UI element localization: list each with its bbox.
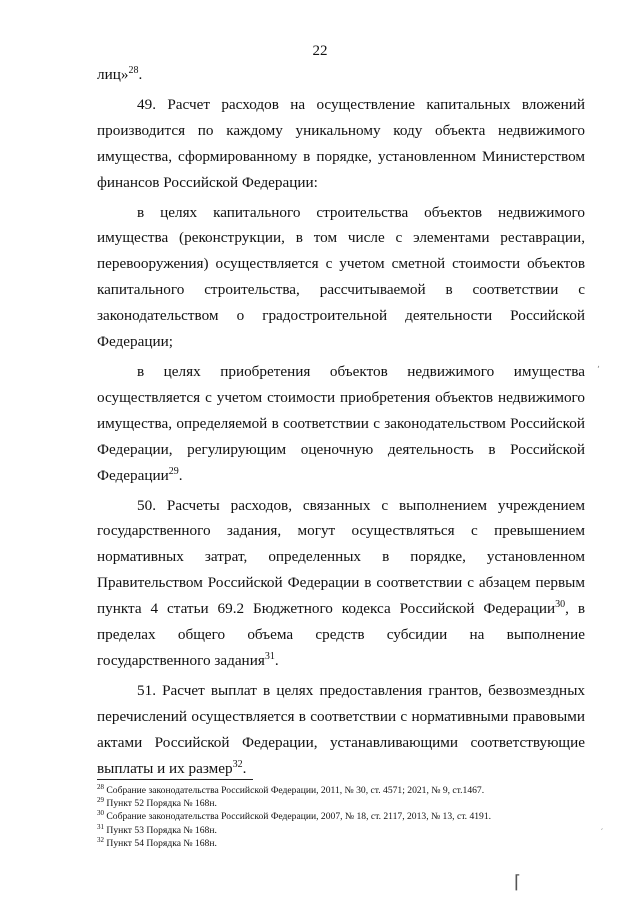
- footnote-number: 30: [97, 809, 104, 818]
- paragraph-text: 50. Расчеты расходов, связанных с выполнением учреждением государственного задания, могут осуществляться с превышением нормативных затрат, определенных в порядке, установленном Правительством Российской Федерации в соответствии с абзацем первым пункта 4 статьи 69.2 Бюджетного кодекса Российской Федерации: [97, 496, 585, 618]
- paragraph-51: [97, 678, 585, 782]
- paragraph-tail: .: [242, 759, 247, 777]
- footnote-ref: 31: [264, 650, 275, 662]
- page-number: 22: [312, 43, 328, 59]
- footnote-text: Пункт 52 Порядка № 168н.: [106, 798, 217, 810]
- footnote-item: [97, 837, 587, 850]
- footnote-item: [97, 810, 587, 823]
- footnote-text: Пункт 53 Порядка № 168н.: [106, 824, 217, 836]
- paragraph-text: в целях приобретения объектов недвижимого имущества осуществляется с учетом стоимости приобретения объектов недвижимого имущества, определяемой в соответствии с законодательством Российской Федерации, регулирующим оценочную деятельность в Российской Федерации: [97, 362, 585, 484]
- footnote-number: 28: [97, 782, 104, 791]
- footnote-text: Собрание законодательства Российской Федерации, 2007, № 18, ст. 2117, 2013, № 13, ст. 4191.: [106, 811, 492, 823]
- document-body: [97, 62, 585, 781]
- scan-mark-icon: ‚: [597, 360, 600, 370]
- scan-mark-icon: ′: [601, 828, 604, 838]
- paragraph-text: 51. Расчет выплат в целях предоставления грантов, безвозмездных перечислений осуществляется в соответствии с нормативными правовыми актами Российской Федерации, устанавливающими соответствующие выплаты и их размер: [97, 681, 585, 777]
- paragraph-text: в целях капитального строительства объектов недвижимого имущества (реконструкции, в том числе с элементами реставрации, перевооружения) осуществляется с учетом сметной стоимости объектов капитального строительства, рассчитываемой в соответствии с законодательством о градостроительной деятельности Российской Федерации;: [97, 203, 585, 351]
- footnote-ref: 30: [555, 599, 566, 611]
- paragraph-text: лиц»: [97, 66, 129, 83]
- footnote-text: Собрание законодательства Российской Федерации, 2011, № 30, ст. 4571; 2021, № 9, ст.1467.: [106, 785, 485, 796]
- footnote-number: 32: [97, 835, 104, 844]
- footnote-item: [97, 797, 587, 810]
- paragraph-tail: , в пределах общего объема средств субсидии на выполнение государственного задания: [97, 600, 585, 669]
- footnote-number: 31: [97, 822, 104, 831]
- footnote-text: Пункт 54 Порядка № 168н.: [106, 837, 217, 849]
- paragraph-text: 49. Расчет расходов на осуществление капитальных вложений производится по каждому уникальному коду объекта недвижимого имущества, сформированному в порядке, установленном Министерством финансов Российской Федерации:: [97, 95, 585, 191]
- paragraph-continuation: [97, 62, 585, 88]
- paragraph-tail: .: [274, 651, 279, 669]
- paragraph-49: [97, 92, 585, 196]
- paragraph-tail: .: [178, 466, 183, 484]
- paragraph-construction: [97, 200, 585, 355]
- footnotes: [97, 784, 587, 850]
- footnote-number: 29: [97, 796, 104, 805]
- footnote-item: [97, 824, 587, 837]
- footnote-separator: [97, 779, 253, 780]
- footnote-ref: 32: [232, 758, 243, 770]
- scan-mark-icon: ⌈: [514, 872, 522, 893]
- footnote-ref: 29: [168, 465, 179, 477]
- paragraph-tail: .: [138, 66, 143, 83]
- paragraph-50: [97, 493, 585, 674]
- footnote-ref: 28: [128, 64, 139, 76]
- paragraph-acquisition: [97, 359, 585, 489]
- footnote-item: [97, 784, 587, 797]
